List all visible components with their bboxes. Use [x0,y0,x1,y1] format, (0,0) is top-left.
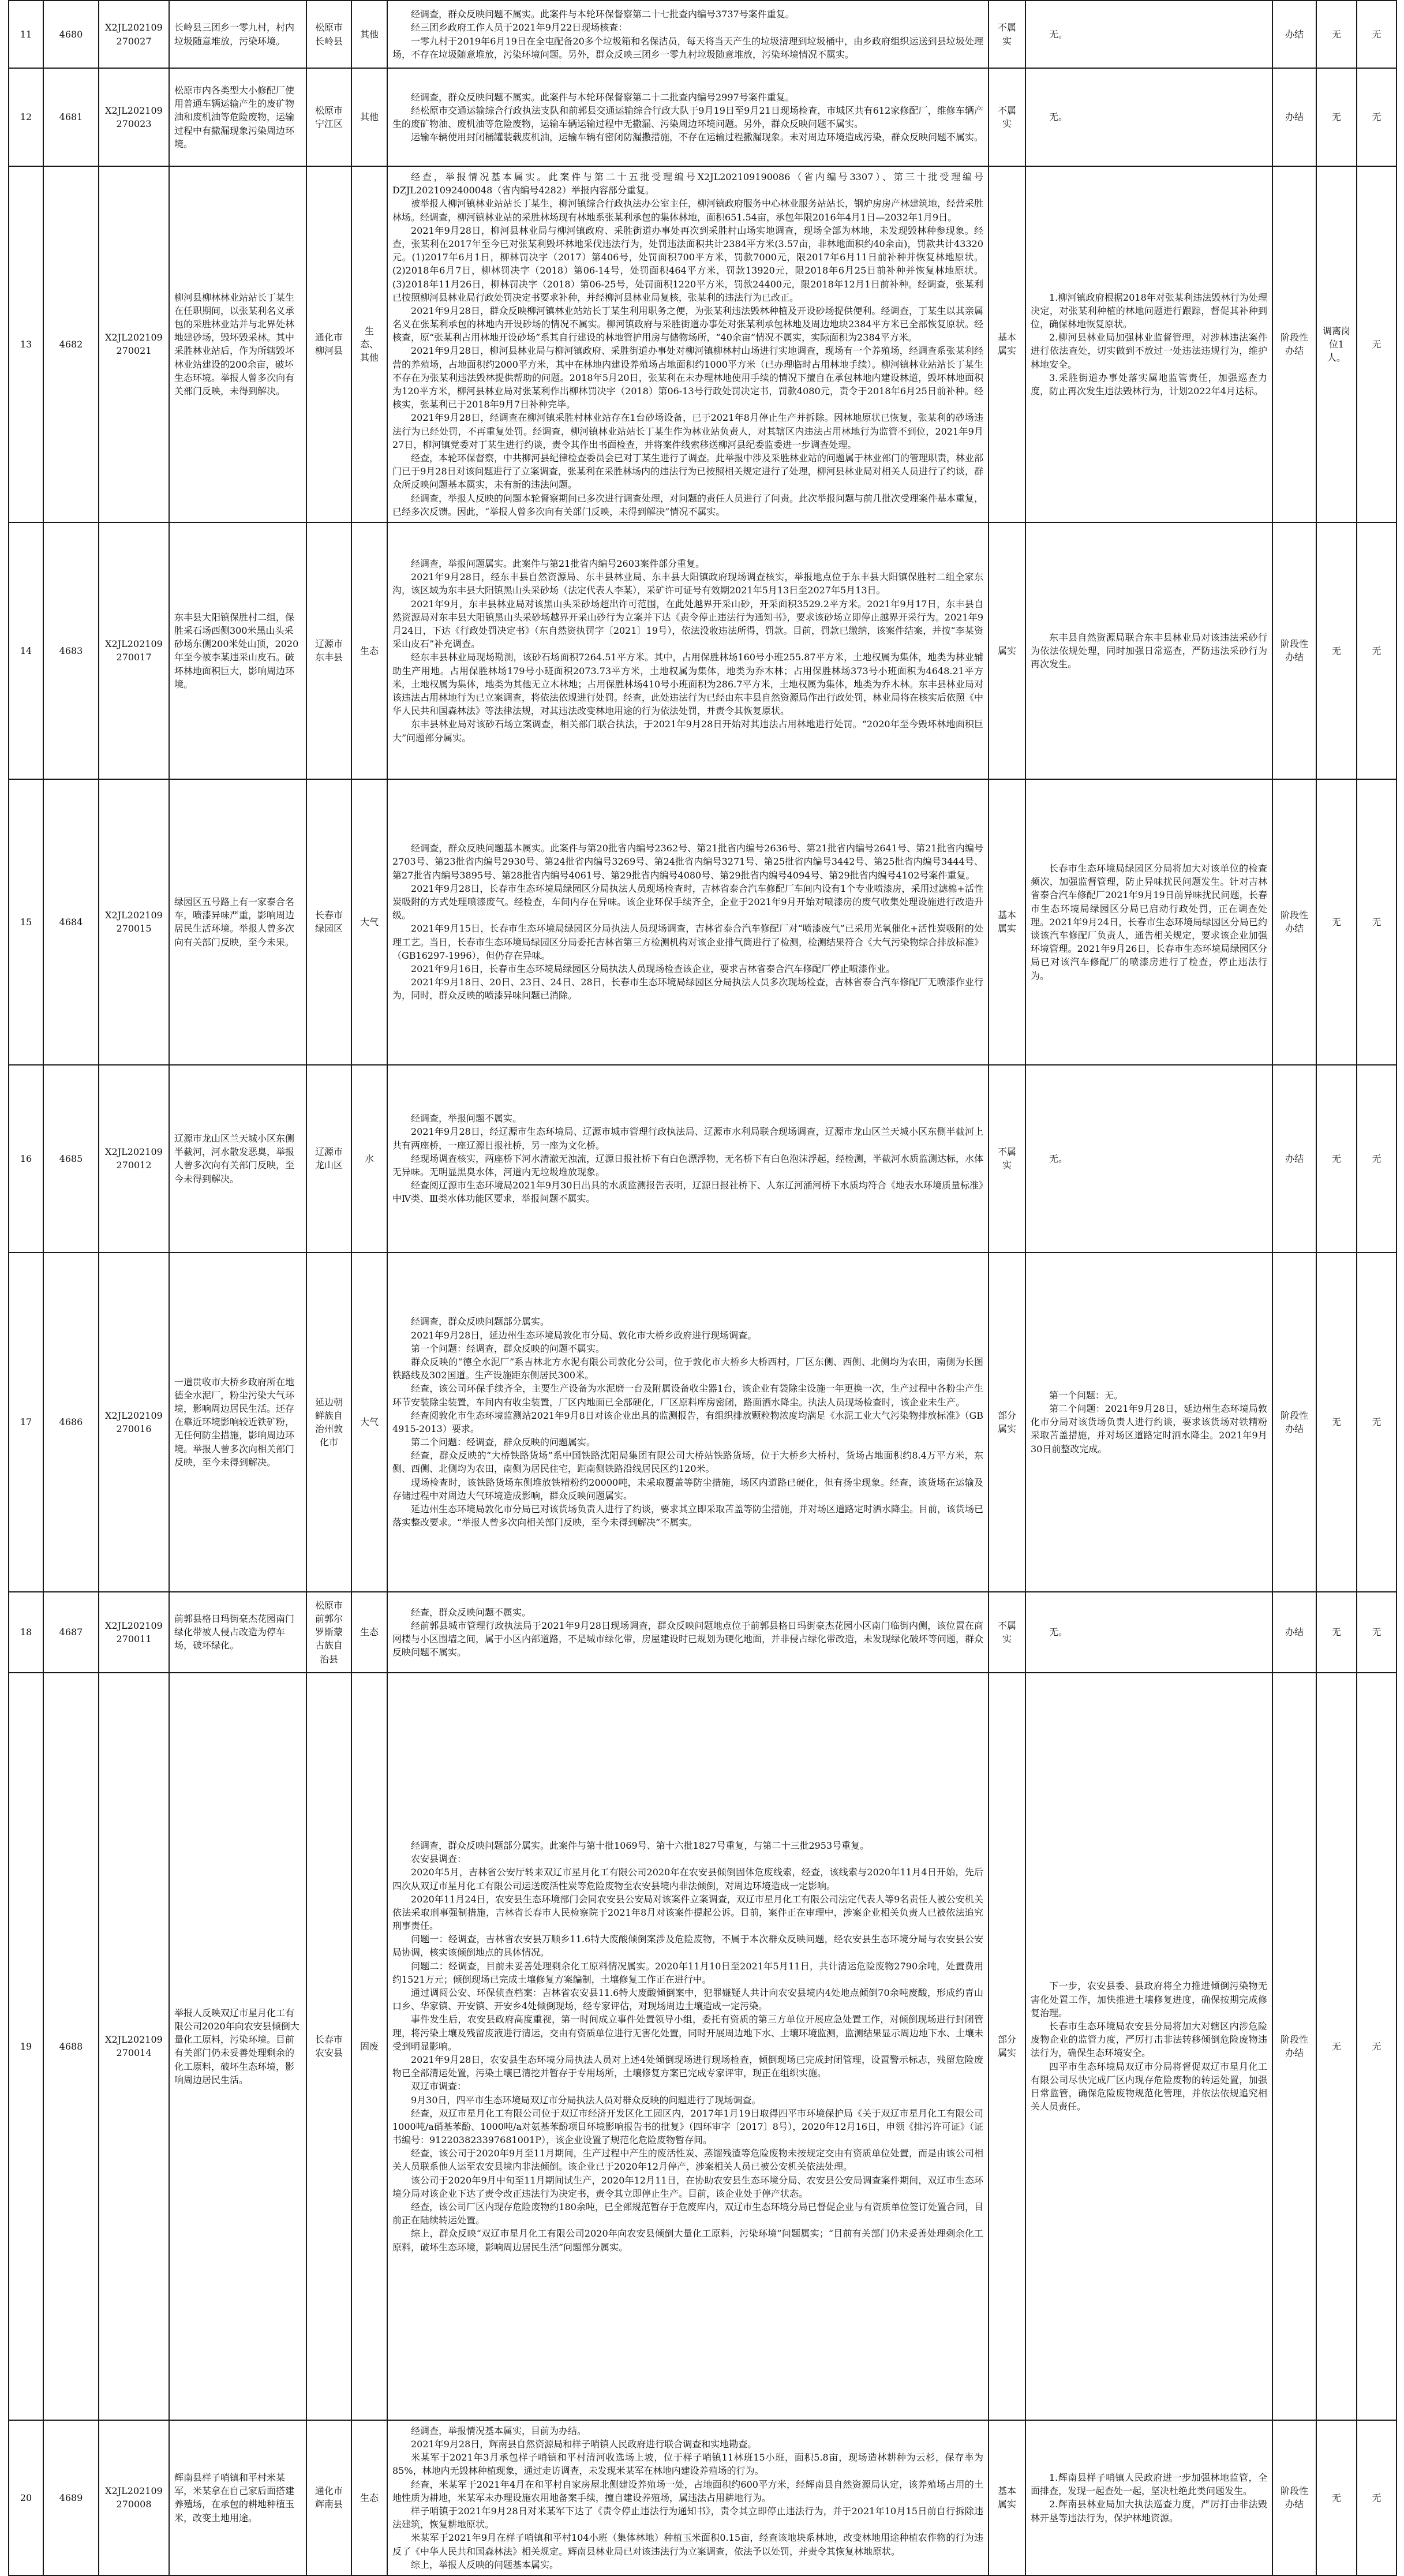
row-remarks: 无 [1357,2420,1396,2575]
result-paragraph: 该公司于2020年9月中旬至11月期间试生产，2020年12月11日，在协助农安县生态环境分局、农安县公安局调查案件期间，双辽市生态环境分局对该企业下达了责令改正违法行为决定书，责令其立即停止生产。目前，该企业处于停产状态。 [392,2174,983,2199]
row-description: 一道贯收市大桥乡政府所在地德全水泥厂，粉尘污染大气环境，影响周边居民生活。还存在靠近环境影响较近铁矿粉，无任何防尘措施，影响周边环境。举报人曾多次向相关部门反映，至今未得到解决。 [169,1253,306,1592]
result-paragraph: 经查，举报情况基本属实。此案件与第二十五批受理编号X2JL202109190086（省内编号3307）、第三十批受理编号DZJL2021092400048（省内编号4282）举报内容部分重复。 [392,171,983,196]
row-seq: 11 [9,1,43,68]
result-paragraph: 9月30日，四平市生态环境局双辽市分局执法人员对群众反映的问题进行了现场调查。 [411,2094,761,2106]
row-rectification [1025,68,1272,166]
row-code: X2JL202109270011 [99,1592,169,1673]
row-area: 通化市辉南县 [306,2420,351,2575]
row-code: X2JL202109270021 [99,166,169,522]
table-row [9,2420,1396,2575]
row-case-no: 4689 [43,2420,99,2575]
row-accountability: 无 [1316,1,1357,68]
result-paragraph: 2021年9月28日，经东丰县自然资源局、东丰县林业局、东丰县大阳镇政府现场调查核实，举报地点位于东丰县大阳镇保胜村二组全家东沟，该区域为东丰县大阳镇黑山头采砂场（法定代表人李某），采矿许可证号有效期2021年5月13日至2027年5月13日。 [392,571,983,596]
rectification-paragraph: 2.柳河县林业局加强林业监督管理，对涉林违法案件进行依法查处，切实做到不放过一处违法违规行为，维护林地安全。 [1031,332,1267,370]
row-remarks: 无 [1357,68,1396,166]
row-rectification [1025,779,1272,1065]
rectification-paragraph: 无。 [1049,111,1068,123]
row-code: X2JL202109270017 [99,522,169,779]
row-remarks: 无 [1357,1592,1396,1673]
row-case-no: 4684 [43,779,99,1065]
result-paragraph: 经调查，群众反映问题基本属实。此案件与第20批省内编号2362号、第21批省内编号2636号、第21批省内编号2641号、第21批省内编号2703号、第23批省内编号2930号、第24批省内编号3269号、第24批省内编号3271号、第25批省内编号3442号、第25批省内编号3444号、第27批省内编号3895号、第28批省内编号4061号、第29批省内编号4080号、第29批省内编号4094号、第29批省内编号4102号案件重复。 [392,843,983,881]
result-paragraph: 双辽市调查： [411,2081,467,2092]
rectification-paragraph: 第二个问题：2021年9月28日，延边州生态环境局敦化市分局对该货场负责人进行约谈，要求该货场对铁精粉采取苫盖措施，并对场区道路定时洒水降尘。2021年9月30日前整改完成。 [1031,1403,1267,1455]
result-paragraph: 农安县调查： [411,1853,467,1865]
row-seq: 17 [9,1253,43,1592]
row-truth-status: 基本属实 [989,166,1025,522]
row-pollution-type: 生态 [351,2420,387,2575]
row-pollution-type: 生态 [351,522,387,779]
row-accountability: 无 [1316,1673,1357,2420]
result-paragraph: 2021年9月18日、20日、23日、24日、28日，长春市生态环境局绿园区分局执法人员多次现场检查，吉林省泰合汽车修配厂无喷漆作业行为，同时，群众反映的喷漆异味问题已消除。 [392,977,983,1001]
result-paragraph: 经查，双辽市星月化工有限公司位于双辽市经济开发区化工园区内，2017年1月19日取得四平市环境保护局《关于双辽市星月化工有限公司1000吨/a硝基苯酚、1000吨/a对氨基苯酚项目环境影响报告书的批复》（四环审字〔2017〕8号），2020年12月16日，申领《排污许可证》（证书编号：912203823397681001P），该企业设置了规范化危险废物暂存间。 [392,2107,983,2146]
result-paragraph: 延边州生态环境局敦化市分局已对该货场负责人进行了约谈，要求其立即采取苫盖等防尘措施，并对场区道路定时洒水降尘。目前，该货场已落实整改要求。“举报人曾多次向相关部门反映，至今未得到解决”不属实。 [392,1504,984,1528]
row-investigation-result [387,68,989,166]
result-paragraph: 2021年9月28日，经调查在柳河镇采胜村林业站存在1台砂场设备，已于2021年8月停止生产并拆除。因林地原状已恢复，张某利的砂场违法行为已经处罚，不再重复处罚。经调查，柳河镇林业站站长丁某生作为林业站负责人，对其辖区内违法占用林地行为监管不到位，2021年9月27日，柳河镇党委对丁某生进行约谈，责令其作出书面检查，并将案件线索移送柳河县纪委监委进一步调查处理。 [392,412,983,450]
row-investigation-result [387,522,989,779]
table-row [9,1673,1396,2420]
row-rectification [1025,1,1272,68]
result-paragraph: 2021年9月28日，经辽源市生态环境局、辽源市城市管理行政执法局、辽源市水利局联合现场调查，辽源市龙山区兰天城小区东侧半截河上共有两座桥，一座辽源日报社桥，另一座为文化桥。 [392,1126,983,1151]
case-table [8,0,1397,2576]
result-paragraph: 经调查，举报问题不属实。 [411,1113,522,1124]
rectification-paragraph: 无。 [1049,1627,1068,1638]
result-paragraph: 2021年9月28日，柳河县林业局与柳河镇政府、采胜街道办事处再次到采胜村山场实地调查，现场全部为林地，未发现毁林种参现象。经查，张某利在2017年至今已对张某利毁坏林地采伐违法行为，处罚违法面积共计2384平方米(3.57亩，非林地面积约40余亩)，罚款共计43320元。(1)2017年6月1日，柳林罚决字（2017）第406号，处罚面积700平方米，罚款7000元，限2017年6月11日前补种并恢复林地原状。(2)2018年6月7日，柳林罚决字（2018）第06-14号，处罚面积464平方米，罚款13920元，限2018年6月25日前补种并恢复林地原状。(3)2018年11月26日，柳林罚决字（2018）第06-25号，处罚面积1220平方米，罚款24400元，限2018年12月1日前补种。经调查，张某利已按照柳河县林业局行政处罚决定书要求补种，并经柳河县林业局复核，张某利的违法行为已改正。 [392,225,983,303]
rectification-paragraph: 第一个问题：无。 [1049,1389,1124,1401]
result-paragraph: 米某军于2021年9月在样子哨镇和平村104小班（集体林地）种植玉米面积0.15亩，经查该地块系林地，改变林地用途种植农作物的行为违反了《中华人民共和国森林法》相关规定。辉南县林业局已对该违法行为立案调查，依法予以处罚，并责令其恢复林地原状。 [392,2532,983,2557]
row-investigation-result [387,1673,989,2420]
row-rectification [1025,1592,1272,1673]
result-paragraph: 经查，本轮环保督察，中共柳河县纪律检查委员会已对丁某生进行了调查。此举报中涉及采胜林业站的问题属于林业部门的管理职责，林业部门已于9月28日对该问题进行了立案调查，张某利在采胜林场内的违法行为已按照相关规定进行了处理，柳河县林业局对相关人员进行了约谈，群众所反映问题基本属实，未有新的违法问题。 [392,452,984,491]
row-investigation-result [387,1,989,68]
row-progress: 阶段性办结 [1272,2420,1316,2575]
row-case-no: 4680 [43,1,99,68]
row-seq: 13 [9,166,43,522]
rectification-paragraph: 2.辉南县林业局加大执法巡查力度，严厉打击非法毁林开垦等违法行为，保护林地资源。 [1031,2499,1267,2523]
table-row [9,1253,1396,1592]
row-investigation-result [387,1065,989,1253]
result-paragraph: 群众反映的“德全水泥厂”系吉林北方水泥有限公司敦化分公司，位于敦化市大桥乡大桥西村，厂区东侧、西侧、北侧均为农田，南侧为长图铁路线及302国道。生产设施距东侧居民300米。 [392,1356,983,1381]
result-paragraph: 经调查，群众反映问题部分属实。此案件与第十批1069号、第十六批1827号重复，与第二十三批2953号重复。 [411,1840,870,1851]
row-seq: 16 [9,1065,43,1253]
rectification-paragraph: 长春市生态环境局农安县分局将加大对辖区内涉危险废物企业的监管力度，严厉打击非法转移倾倒危险废物违法行为，确保生态环境安全。 [1031,2021,1267,2059]
rectification-paragraph: 3.采胜街道办事处落实属地监管责任，加强巡查力度，防止再次发生违法毁林行为，计划2022年4月达标。 [1031,372,1267,397]
result-paragraph: 第一个问题：经调查，群众反映的问题不属实。 [411,1343,605,1354]
row-description: 东丰县大阳镇保胜村二组，保胜采石场西侧300米黑山头采砂场东侧200米处山顶，2020年至今被李某违采山皮石。破坏林地面积巨大，影响周边环境。 [169,522,306,779]
row-description: 松原市内各类型大小修配厂使用普通车辆运输产生的废矿物油和废机油等危险废物，运输过程中有撒漏现象污染周边环境。 [169,68,306,166]
row-pollution-type: 大气 [351,779,387,1065]
result-paragraph: 2021年9月28日，辉南县自然资源局和样子哨镇人民政府进行联合调查和实地勘查。 [411,2439,757,2450]
row-accountability: 无 [1316,522,1357,779]
row-description: 长岭县三团乡一零九村，村内垃圾随意堆放，污染环境。 [169,1,306,68]
row-area: 辽源市龙山区 [306,1065,351,1253]
row-area: 辽源市东丰县 [306,522,351,779]
row-truth-status: 不属实 [989,1065,1025,1253]
result-paragraph: 2021年9月28日，延边州生态环境局敦化市分局、敦化市大桥乡政府进行现场调查。 [411,1329,757,1341]
row-seq: 18 [9,1592,43,1673]
row-case-no: 4682 [43,166,99,522]
result-paragraph: 米某军于2021年3月承包样子哨镇和平村清河收选场上坡，位于样子哨镇11林班15小班，面积5.8亩，现场造林耕种为云杉，保存率为85%，林地内无毁林种植现象，通过走访调查，未发现米某军在林地内建设养殖场的行为。 [392,2452,983,2477]
result-paragraph: 经调查，群众反映问题不属实。此案件与本轮环保督察第二十二批查内编号2997号案件重复。 [411,91,795,103]
row-investigation-result [387,1253,989,1592]
row-area: 长春市绿园区 [306,779,351,1065]
result-paragraph: 现场检查时，该铁路货场东侧堆放铁精粉约20000吨，未采取覆盖等防尘措施，场区内道路已硬化，但有扬尘现象。经查，该货场在运输及存储过程中对周边大气环境造成影响，群众反映问题属实。 [392,1476,983,1501]
row-description: 绿园区五号路上有一家泰合名车，喷漆异味严重，影响周边居民生活环境。举报人曾多次向有关部门反映，至今未果。 [169,779,306,1065]
row-progress: 办结 [1272,1592,1316,1673]
result-paragraph: 2021年9月15日，长春市生态环境局绿园区分局执法人员现场调查，吉林省泰合汽车修配厂对“喷漆废气”已采用光氧催化+活性炭吸附的处理工艺。当日，长春市生态环境局绿园区分局委托吉林省第三方检测机构对该企业排气筒进行了检测，检测结果符合《大气污染物综合排放标准》（GB16297-1996），但仍存在异味。 [392,923,984,961]
row-area: 长春市农安县 [306,1673,351,2420]
row-code: X2JL202109270023 [99,68,169,166]
result-paragraph: 东丰县林业局对该砂石场立案调查，相关部门联合执法，于2021年9月28日开始对其违法占用林地进行处罚。“2020年至今毁坏林地面积巨大”问题部分属实。 [392,719,983,743]
result-paragraph: 2021年9月28日，长春市生态环境局绿园区分局执法人员现场检查时，吉林省泰合汽车修配厂车间内设有1个专业喷漆房，采用过滤棉+活性炭吸附的方式处理喷漆废气。经检查，车间内存在异味。该企业环保手续齐全，企业于2021年9月开始对喷漆房的废气收集处理设施进行改造升级。 [392,883,983,921]
result-paragraph: 2021年9月28日，柳河县林业局与柳河镇政府、采胜街道办事处对柳河镇柳林村山场进行实地调查，现场有一个养殖场，经调查系张某利经营的养殖场，占地面积约2000平方米，其中在林地内建设养殖场占地面积约1000平方米（已办理临时占用林地手续）。柳河镇林业站站长丁某生不存在为张某利违法毁林提供帮助的问题。2018年5月20日，张某利在未办理林地使用手续的情况下擅自在承包林地内建设林道，毁坏林地面积为120平方米，柳河县林业局对张某利作出柳林罚决字（2018）第06-13号行政处罚决定书，罚款4080元，责令于2018年6月25日前补种。经核实，张某利已于2018年9月7日补种完毕。 [392,345,983,410]
result-paragraph: 通过调阅公安、环保侦查档案：吉林省农安县11.6特大废酸倾倒案中，犯罪嫌疑人共计向农安县境内4处地点倾倒70余吨废酸，形成约青山口乡、华家镇、开安镇、开安乡4处倾倒现场，经专家评估，对现场周边土壤造成一定污染。 [392,1987,983,2012]
row-seq: 12 [9,68,43,166]
result-paragraph: 2021年9月28日，群众反映柳河镇林业站站长丁某生利用职务之便，为张某利违法毁林种植及开设砂场提供便利。经调查，丁某生以其亲属名义在张某利承包的林地内开设砂场的情况不属实。柳河镇政府与采胜街道办事处对张某利承包林地及周边地块2384平方米已全部恢复原状。经核查，原“张某利占用林地开设砂场”系其自行建设的林地管护用房与储物场所，“40余亩”情况不属实，实际面积为2384平方米。 [392,305,983,343]
row-remarks: 无 [1357,1,1396,68]
row-rectification [1025,1673,1272,2420]
row-case-no: 4688 [43,1673,99,2420]
table-row [9,68,1396,166]
row-code: X2JL202109270008 [99,2420,169,2575]
result-paragraph: 综上，群众反映“双辽市星月化工有限公司2020年向农安县倾倒大量化工原料，污染环境”问题属实；“目前有关部门仍未妥善处理剩余化工原料，破坏生态环境，影响周边居民生活”问题部分属实。 [392,2228,983,2253]
row-area: 松原市宁江区 [306,68,351,166]
row-description: 举报人反映双辽市星月化工有限公司2020年向农安县倾倒大量化工原料，污染环境。目前有关部门仍未妥善处理剩余的化工原料，破坏生态环境，影响周边居民生活。 [169,1673,306,2420]
row-description: 柳河县柳林林业站站长丁某生在任职期间，以张某利名义承包的采胜林业站并与北界处林地建砂场，毁坏毁采林。其中采胜林业站后，作为所辖毁坏林业站建设的200余亩，破坏生态环境。举报人曾多次向有关部门反映，未得到解决。 [169,166,306,522]
row-pollution-type: 生态、其他 [351,166,387,522]
table-row [9,1592,1396,1673]
row-pollution-type: 水 [351,1065,387,1253]
result-paragraph: 经查阅辽源市生态环境局2021年9月30日出具的水质监测报告表明，辽源日报社桥下、人东辽河涌河桥下水质均符合《地表水环境质量标准》中Ⅳ类、Ⅲ类水体功能区要求，举报问题不属实。 [392,1180,983,1205]
row-progress: 办结 [1272,1,1316,68]
result-paragraph: 事件发生后，农安县政府高度重视，第一时间成立事件处置领导小组，委托有资质的第三方单位开展应急处置工作，对倾倒现场进行封闭管理，将污染土壤及残留废液进行清运，交由有资质单位进行无害化处置，同时开展周边地下水、土壤环境监测，监测结果显示周边地下水、土壤未受到明显影响。 [392,2014,984,2052]
row-progress: 阶段性办结 [1272,1253,1316,1592]
result-paragraph: 一零九村于2019年6月19日在全屯配备20多个垃圾箱和名保洁员，每天将当天产生的垃圾清理到垃圾桶中，由乡政府组织运送到县垃圾处理场，不存在垃圾随意堆放，污染环境问题。另外，群众反映三团乡一零九村垃圾随意堆放，污染环境情况不属实。 [392,35,983,60]
row-pollution-type: 生态 [351,1592,387,1673]
row-accountability: 无 [1316,1253,1357,1592]
result-paragraph: 经前郭县城市管理行政执法局于2021年9月28日现场调查，群众反映问题地点位于前郭县格日玛街豪杰花园小区南门临街内侧，该位置在商网楼与小区围墙之间，属于小区内部道路，不是城市绿化带，房屋建设时已规划为硬化地面，并非侵占绿化带改造，未发现绿化破坏等问题，群众反映问题不属实。 [392,1620,984,1658]
row-case-no: 4681 [43,68,99,166]
row-truth-status: 不属实 [989,1592,1025,1673]
row-pollution-type: 其他 [351,1,387,68]
row-code: X2JL202109270015 [99,779,169,1065]
row-area: 通化市柳河县 [306,166,351,522]
row-truth-status: 部分属实 [989,1673,1025,2420]
row-progress: 阶段性办结 [1272,166,1316,522]
rectification-paragraph: 四平市生态环境局双辽市分局将督促双辽市星月化工有限公司尽快完成厂区内现存危险废物的转运处置，加强日常监管，确保危险废物规范化管理，并依法依规追究相关人员责任。 [1031,2061,1267,2113]
row-investigation-result [387,166,989,522]
row-rectification [1025,1253,1272,1592]
row-truth-status: 基本属实 [989,2420,1025,2575]
row-accountability: 无 [1316,68,1357,166]
result-paragraph: 问题一：经调查，吉林省农安县万顺乡11.6特大废酸倾倒案涉及危险废物，不属于本次群众反映问题，经农安县生态环境分局与农安县公安局协调，核实该倾倒地点的具体情况。 [392,1934,983,1958]
row-pollution-type: 其他 [351,68,387,166]
result-paragraph: 经查，该公司厂区内现存危险废物约180余吨，已全部规范暂存于危废库内，双辽市生态环境分局已督促企业与有资质单位签订处置合同，目前正在陆续转运处置。 [392,2201,983,2226]
rectification-paragraph: 下一步，农安县委、县政府将全力推进倾倒污染物无害化处置工作，加快推进土壤修复进度，确保按期完成修复治理。 [1031,1980,1267,2018]
row-code: X2JL202109270014 [99,1673,169,2420]
table-row [9,166,1396,522]
row-remarks: 无 [1357,1253,1396,1592]
row-progress: 阶段性办结 [1272,779,1316,1065]
result-paragraph: 经查，米某军于2021年4月在和平村自家房屋北侧建设养殖场一处，占地面积约600平方米，经辉南县自然资源局认定，该养殖场占用的土地性质为耕地，米某军未办理设施农用地备案手续，擅自建设养殖场，属违法占用耕地行为。 [392,2478,983,2503]
row-remarks: 无 [1357,166,1396,522]
row-remarks: 无 [1357,522,1396,779]
row-truth-status: 属实 [989,522,1025,779]
result-paragraph: 2021年9月28日，农安县生态环境分局执法人员对上述4处倾倒现场进行现场检查，倾倒现场已完成封闭管理，设置警示标志，残留危险废物已全部清运处置，污染土壤已清挖并暂存于专用场所，土壤修复方案已完成专家评审，现正在组织实施。 [392,2054,983,2079]
row-rectification [1025,2420,1272,2575]
row-investigation-result [387,779,989,1065]
row-case-no: 4685 [43,1065,99,1253]
row-seq: 20 [9,2420,43,2575]
row-seq: 14 [9,522,43,779]
result-paragraph: 综上，举报人反映的问题基本属实。 [411,2559,559,2570]
result-paragraph: 经调查，举报问题属实。此案件与第21批省内编号2603案件部分重复。 [411,558,705,570]
row-case-no: 4683 [43,522,99,779]
result-paragraph: 第二个问题：经调查，群众反映的问题属实。 [411,1437,596,1448]
table-row [9,1,1396,68]
result-paragraph: 经调查，举报情况基本属实，目前为办结。 [411,2425,587,2436]
row-seq: 15 [9,779,43,1065]
result-paragraph: 样子哨镇于2021年9月28日对米某军下达了《责令停止违法行为通知书》，责令其立即停止违法行为，并于2021年10月15日前自行拆除违法建筑，恢复耕地原状。 [392,2506,983,2530]
row-rectification [1025,522,1272,779]
row-accountability: 无 [1316,779,1357,1065]
row-progress: 办结 [1272,1065,1316,1253]
row-accountability: 无 [1316,1592,1357,1673]
row-truth-status: 不属实 [989,1,1025,68]
result-paragraph: 经现场调查核实，两座桥下河水清澈无浊流，辽源日报社桥下有白色漂浮物，无名桥下有白色泡沫浮起，经检测，半截河水质监测达标，水体无异味。无明显黑臭水体，河道内无垃圾堆放现象。 [392,1153,984,1177]
row-truth-status: 不属实 [989,68,1025,166]
result-paragraph: 2021年9月，东丰县林业局对该黑山头采砂场超出许可范围，在此处越界开采山砂，开采面积3529.2平方米。2021年9月17日，东丰县自然资源局对东丰县大阳镇黑山头采砂场越界开采山砂行为立案并下达《责令停止违法行为通知书》，要求该砂场立即停止越界开采行为。2021年9月24日，下达《行政处罚决定书》（东自然资执罚字〔2021〕19号），依法没收违法所得，罚款。目前，罚款已缴纳，该案件结案，并按“李某资采山皮石”补充调查。 [392,598,983,650]
row-progress: 办结 [1272,68,1316,166]
result-paragraph: 2021年9月16日，长春市生态环境局绿园区分局执法人员现场检查该企业，要求吉林省泰合汽车修配厂停止喷漆作业。 [411,963,896,974]
row-remarks: 无 [1357,1673,1396,2420]
result-paragraph: 经调查，群众反映问题不属实。此案件与本轮环保督察第二十七批查内编号3737号案件重复。 [411,9,795,20]
row-pollution-type: 大气 [351,1253,387,1592]
row-accountability: 调离岗位1人。 [1316,166,1357,522]
rectification-paragraph: 无。 [1049,28,1068,40]
row-accountability: 无 [1316,2420,1357,2575]
rectification-paragraph: 1.辉南县样子哨镇人民政府进一步加强林地监管，全面排查，发现一起查处一起，坚决杜绝此类问题发生。 [1031,2472,1267,2497]
row-truth-status: 基本属实 [989,779,1025,1065]
row-rectification [1025,166,1272,522]
row-area: 松原市前郭尔罗斯蒙古族自治县 [306,1592,351,1673]
result-paragraph: 被举报人柳河镇林业站站长丁某生，柳河镇综合行政执法办公室主任，柳河镇政府服务中心林业服务站站长，钢炉房房产林建筑地，经营采胜林场。经调查，柳河镇林业站的采胜林场现有林地系张某利承包的集体林地，面积651.54亩，承包年限2016年4月1日—2032年1月9日。 [392,198,984,223]
result-paragraph: 2020年5月，吉林省公安厅转来双辽市星月化工有限公司2020年在农安县倾倒固体危废线索，经查，该线索与2020年11月4日开始，先后四次从双辽市星月化工有限公司运送废活性炭等危险废物至农安县境内非法倾倒，对周边环境造成一定影响。 [392,1867,983,1891]
row-progress: 阶段性办结 [1272,1673,1316,2420]
row-area: 延边朝鲜族自治州敦化市 [306,1253,351,1592]
row-pollution-type: 固废 [351,1673,387,2420]
result-paragraph: 经调查，举报人反映的问题本轮督察期间已多次进行调查处理，对问题的责任人员进行了问责。此次举报问题与前几批次受理案件基本重复，已经多次反馈。因此，“举报人曾多次向有关部门反映，未得到解决”情况不属实。 [392,492,984,517]
result-paragraph: 经查阅敦化市生态环境监测站2021年9月8日对该企业出具的监测报告，有组织排放颗粒物浓度均满足《水泥工业大气污染物排放标准》（GB 4915-2013）要求。 [392,1409,983,1434]
row-description: 前郭县格日玛街豪杰花园南门绿化带被人侵占改造为停车场，破坏绿化。 [169,1592,306,1673]
rectification-paragraph: 东丰县自然资源局联合东丰县林业局对该违法采砂行为依法依规处理，同时加强日常巡查，严防违法采砂行为再次发生。 [1031,631,1267,670]
row-truth-status: 部分属实 [989,1253,1025,1592]
row-investigation-result [387,1592,989,1673]
result-paragraph: 经东丰县林业局现场勘测，该砂石场面积7264.51平方米。其中，占用保胜林场160号小班255.87平方米，土地权属为集体，地类为林业辅助生产用地。占用保胜林场179号小班面积2073.73平方米，土地权属为集体，地类为乔木林；占用保胜林场373号小班面积为4648.21平方米，土地权属为集体，地类为其他无立木林地；占用保胜林场410号小班面积为286.7平方米，土地权属为集体，地类为乔木林。东丰县林业局对该违法占用林地行为已立案调查，将依法依规进行处罚。经查，此处违法行为已经由东丰县自然资源局作出行政处罚，林业局将在核实后依照《中华人民共和国森林法》等法律法规，对其违法改变林地用途的行为依法处罚，并责令其恢复原状。 [392,652,984,717]
rectification-paragraph: 长春市生态环境局绿园区分局将加大对该单位的检查频次，加强监督管理，防止异味扰民问题发生。针对吉林省泰合汽车修配厂2021年9月19日前异味扰民问题，长春市生态环境局绿园区分局已启动行政处罚，正在调查处理。2021年9月24日，长春市生态环境局绿园区分局已约谈该汽车修配厂负责人，通告相关规定，要求该企业加强环境管理。2021年9月26日，长春市生态环境局绿园区分局已对该汽车修配厂的喷漆房进行了检查，停止违法行为。 [1031,863,1267,981]
result-paragraph: 经三团乡政府工作人员于2021年9月22日现场核查： [411,22,628,33]
result-paragraph: 问题二：经调查，目前未妥善处理剩余化工原料情况属实。2020年11月10日至2021年5月11日，共计清运危险废物2790余吨，处置费用约1521万元；倾倒现场已完成土壤修复方案编制，土壤修复工作正在进行中。 [392,1960,983,1985]
row-progress: 阶段性办结 [1272,522,1316,779]
rectification-paragraph: 1.柳河镇政府根据2018年对张某利违法毁林行为处理决定，对张某利种植的林地问题进行跟踪，督促其补种到位，确保林地恢复原状。 [1031,291,1267,330]
rectification-paragraph: 无。 [1049,1153,1068,1164]
result-paragraph: 经查，群众反映的“大桥铁路货场”系中国铁路沈阳局集团有限公司大桥站铁路货场，位于大桥乡大桥村，货场占地面积约8.4万平方米，东侧、西侧、北侧均为农田，南侧为居民住宅，距南侧铁路沿线居民区约120米。 [392,1450,983,1475]
result-paragraph: 经松原市交通运输综合行政执法支队和前郭县交通运输综合行政大队于9月19日至9月21日现场检查，市城区共有612家修配厂，维修车辆产生的废矿物油、废机油等危险废物，运输车辆运输过程中无撒漏、污染周边环境问题。另外，群众反映问题不属实。 [392,104,983,129]
row-code: X2JL202109270016 [99,1253,169,1592]
result-paragraph: 经查，该公司环保手续齐全，主要生产设备为水泥磨一台及附属设备收尘器1台，该企业有袋除尘设施一年更换一次，生产过程中各粉尘产生环节安装除尘装置，车间内有收尘装置，厂区内地面已全部硬化，厂区原料库房密闭，路面洒水降尘。执法人员现场检查时，该企业未生产。 [392,1383,983,1408]
result-paragraph: 运输车辆使用封闭桶罐装载废机油，运输车辆有密闭防漏撒措施，不存在运输过程撒漏现象。未对周边环境造成污染，群众反映问题不属实。 [411,132,984,143]
row-remarks: 无 [1357,1065,1396,1253]
row-description: 辉南县样子哨镇和平村米某军，米某拿在自己家后面搭建养殖场，在承包的耕地种植玉米，改变土地用途。 [169,2420,306,2575]
result-paragraph: 经查，群众反映问题不属实。 [411,1606,531,1618]
row-seq: 19 [9,1673,43,2420]
row-remarks: 无 [1357,779,1396,1065]
row-case-no: 4686 [43,1253,99,1592]
table-row [9,522,1396,779]
row-rectification [1025,1065,1272,1253]
table-row [9,1065,1396,1253]
row-accountability: 无 [1316,1065,1357,1253]
result-paragraph: 2020年11月24日，农安县生态环境部门会同农安县公安局对该案件立案调查，双辽市星月化工有限公司法定代表人等9名责任人被公安机关依法采取刑事强制措施，吉林省长春市人民检察院于2021年8月对该案件提起公诉。目前，案件正在审理中，涉案企业相关负责人已被依法追究刑事责任。 [392,1893,983,1932]
result-paragraph: 经查，该公司于2020年9月至11月期间，生产过程中产生的废活性炭、蒸馏残渣等危险废物未按规定交由有资质单位处置，而是由该公司相关人员联系他人运至农安县境内非法倾倒。该企业已于2020年12月停产，涉案相关人员已被公安机关依法处理。 [392,2148,983,2173]
row-code: X2JL202109270027 [99,1,169,68]
table-row [9,779,1396,1065]
row-case-no: 4687 [43,1592,99,1673]
row-code: X2JL202109270012 [99,1065,169,1253]
result-paragraph: 经调查，群众反映问题部分属实。 [411,1316,550,1328]
row-area: 松原市长岭县 [306,1,351,68]
row-description: 辽源市龙山区兰天城小区东侧半截河，河水散发恶臭，举报人曾多次向有关部门反映，至今未得到解决。 [169,1065,306,1253]
row-investigation-result [387,2420,989,2575]
